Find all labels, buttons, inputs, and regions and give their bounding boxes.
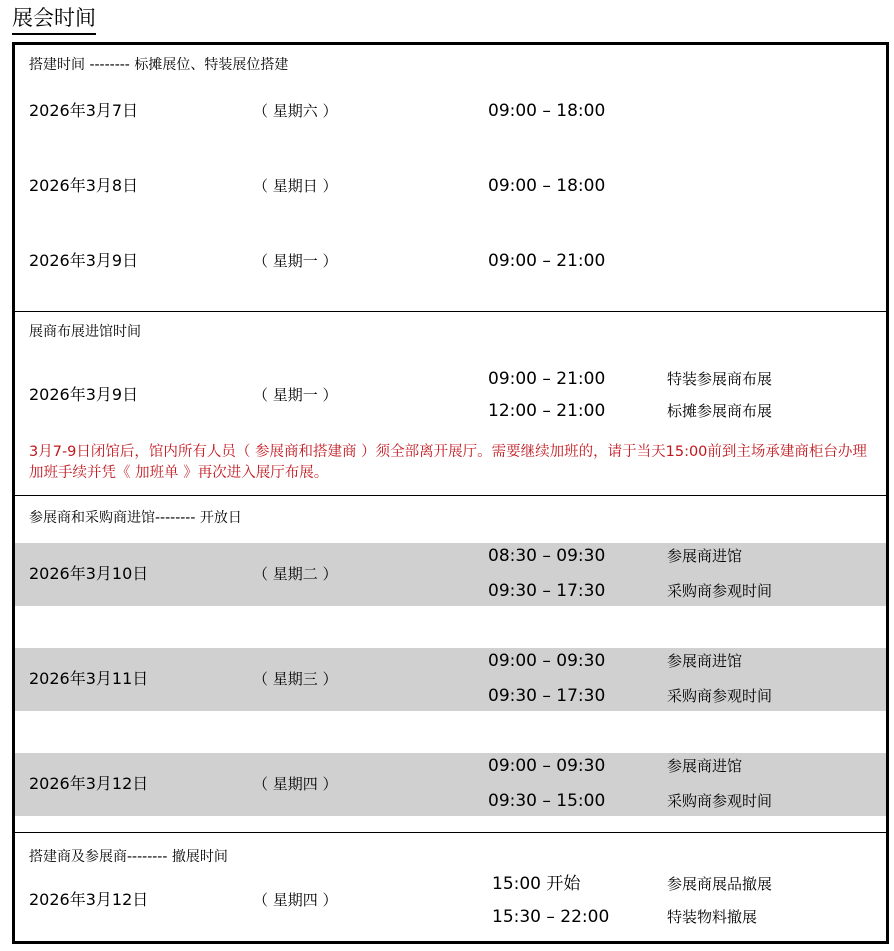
- slot-desc: 特装参展商布展: [667, 370, 773, 388]
- row-weekday: （ 星期一 ）: [253, 386, 338, 404]
- schedule-row: [15, 753, 886, 816]
- row-date: 2026年3月7日: [29, 101, 139, 120]
- row-weekday: （ 星期四 ）: [253, 891, 338, 909]
- row-weekday: （ 星期二 ）: [253, 565, 338, 583]
- schedule-row: [15, 648, 886, 711]
- slot-time: 12:00 – 21:00: [488, 401, 606, 421]
- section-open-days: [15, 495, 886, 833]
- row-weekday: （ 星期一 ）: [253, 252, 338, 270]
- slot-desc: 参展商展品撤展: [667, 875, 773, 893]
- row-date: 2026年3月9日: [29, 251, 139, 270]
- schedule-row: [15, 175, 886, 201]
- slot-desc: 标摊参展商布展: [667, 402, 773, 420]
- row-weekday: （ 星期日 ）: [253, 177, 338, 195]
- row-weekday: （ 星期六 ）: [253, 102, 338, 120]
- section-exhibitor-setup: [15, 311, 886, 496]
- schedule-row: [15, 543, 886, 606]
- row-time: 09:00 – 21:00: [488, 251, 606, 271]
- section-setup: [15, 45, 886, 311]
- slot-desc: 采购商参观时间: [667, 582, 773, 600]
- section-title: 展商布展进馆时间: [29, 324, 141, 340]
- slot-time: 09:30 – 17:30: [488, 581, 606, 601]
- row-date: 2026年3月11日: [29, 669, 149, 688]
- row-date: 2026年3月8日: [29, 176, 139, 195]
- section-title: 搭建商及参展商-------- 撤展时间: [29, 849, 228, 865]
- slot-desc: 参展商进馆: [667, 547, 743, 565]
- slot-desc: 参展商进馆: [667, 652, 743, 670]
- schedule-row: [15, 362, 886, 432]
- slot-desc: 采购商参观时间: [667, 792, 773, 810]
- slot-time: 09:30 – 15:00: [488, 791, 606, 811]
- schedule-frame: [12, 42, 889, 944]
- row-date: 2026年3月12日: [29, 774, 149, 793]
- section-title: 搭建时间 -------- 标摊展位、特装展位搭建: [29, 57, 289, 73]
- slot-time: 09:00 – 21:00: [488, 369, 606, 389]
- row-date: 2026年3月9日: [29, 385, 139, 404]
- slot-desc: 参展商进馆: [667, 757, 743, 775]
- schedule-row: [15, 871, 886, 937]
- row-date: 2026年3月12日: [29, 890, 149, 909]
- overtime-notice: 3月7-9日闭馆后，馆内所有人员（ 参展商和搭建商 ）须全部离开展厅。需要继续加班的，请于当天15:00前到主场承建商柜台办理加班手续并凭《 加班单 》再次进入展厅布展。: [29, 444, 867, 481]
- slot-time: 09:00 – 09:30: [488, 756, 606, 776]
- schedule-row: [15, 250, 886, 276]
- slot-desc: 特装物料撤展: [667, 908, 758, 926]
- row-time: 09:00 – 18:00: [488, 176, 606, 196]
- slot-desc: 采购商参观时间: [667, 687, 773, 705]
- schedule-row: [15, 100, 886, 126]
- row-weekday: （ 星期四 ）: [253, 775, 338, 793]
- slot-time: 15:30 – 22:00: [492, 907, 610, 927]
- row-date: 2026年3月10日: [29, 564, 149, 583]
- section-title: 参展商和采购商进馆-------- 开放日: [29, 510, 242, 526]
- row-weekday: （ 星期三 ）: [253, 670, 338, 688]
- page-title: 展会时间: [12, 4, 96, 35]
- slot-time: 15:00 开始: [492, 874, 581, 894]
- slot-time: 09:00 – 09:30: [488, 651, 606, 671]
- row-time: 09:00 – 18:00: [488, 101, 606, 121]
- slot-time: 08:30 – 09:30: [488, 546, 606, 566]
- section-teardown: [15, 832, 886, 942]
- slot-time: 09:30 – 17:30: [488, 686, 606, 706]
